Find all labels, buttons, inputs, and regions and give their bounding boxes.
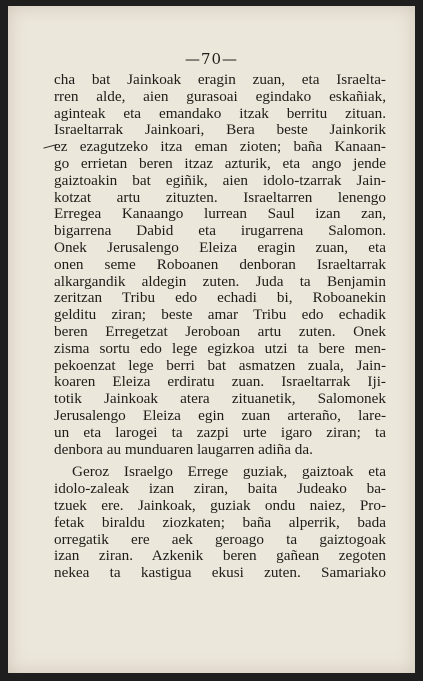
text-line: pekoenzat lege berri bat asmatzen zuala, Jain- [54, 356, 386, 374]
book-page [8, 6, 415, 673]
text-line: tzuek ere. Jainkoak, guziak ondu naiez, Pro- [54, 496, 386, 514]
text-line: idolo-zaleak izan ziran, baita Judeako ba- [54, 480, 386, 498]
text-line: rren alde, aien gurasoai egindako eskañiak, [54, 87, 386, 105]
text-line: denbora au munduaren laugarren adiña da. [54, 440, 313, 458]
text-line: koaren Eleiza erdiratu zuan. Israeltarrak Iji- [54, 373, 386, 391]
text-line: un eta larogei ta zazpi urte igaro ziran; ta [54, 423, 386, 441]
text-line: Jerusalengo Eleiza egin zuan arteraño, lare- [54, 406, 386, 424]
text-line: izan ziran. Azkenik beren gañean zegoten [54, 547, 386, 565]
body-text [54, 72, 386, 582]
text-line: Onek Jerusalengo Eleiza eragin zuan, eta [54, 238, 386, 256]
text-line: Erregea Kanaango lurrean Saul izan zan, [54, 205, 386, 223]
text-line: aginteak eta emandako itzak berritu zituan. [54, 104, 386, 122]
text-line: orregatik ere aek geroago ta gaiztogoak [54, 530, 386, 548]
text-line: fetak biraldu ziozkaten; baña alperrik, bada [54, 513, 386, 531]
text-line: zeritzan Tribu edo echadi bi, Roboanekin [54, 289, 386, 307]
text-line: beren Erregetzat Jeroboan artu zuten. Onek [54, 322, 386, 340]
text-line: cha bat Jainkoak eragin zuan, eta Israelta- [54, 71, 386, 88]
text-line: Geroz Israelgo Erregе guziak, gaiztoak eta [72, 463, 386, 481]
text-line: totik Jainkoak atera zituanetik, Salomonek [54, 390, 386, 408]
text-line: bigarrena Dabid eta irugarrena Salomon. [54, 222, 386, 240]
text-line: alkargandik aldegin zuten. Juda ta Benjamin [54, 272, 386, 290]
text-line: gelditu ziran; beste amar Tribu edo echadik [54, 306, 386, 324]
text-line: kotzat artu zituzten. Israeltarren lenengo [54, 188, 386, 206]
paragraph [54, 464, 386, 582]
text-line: onen seme Roboanen denboran Israeltarrak [54, 255, 386, 273]
paragraph [54, 72, 386, 458]
text-line: Israeltarrak Jainkoari, Bera beste Jainkorik [54, 121, 386, 139]
text-line: nekea ta kastigua ekusi zuten. Samariako [54, 564, 386, 582]
text-line: ez ezagutzeko itza eman zioten; baña Kanaan- [54, 138, 386, 156]
text-line: gaiztoakin bat egiñik, aien idolo-tzarrak Jain- [54, 171, 386, 189]
text-line: zisma sortu edo lege egizkoa utzi ta bere men- [54, 339, 386, 357]
page-number: —70— [184, 50, 239, 68]
text-line: go errietan beren itzaz azturik, eta ango jende [54, 154, 386, 172]
